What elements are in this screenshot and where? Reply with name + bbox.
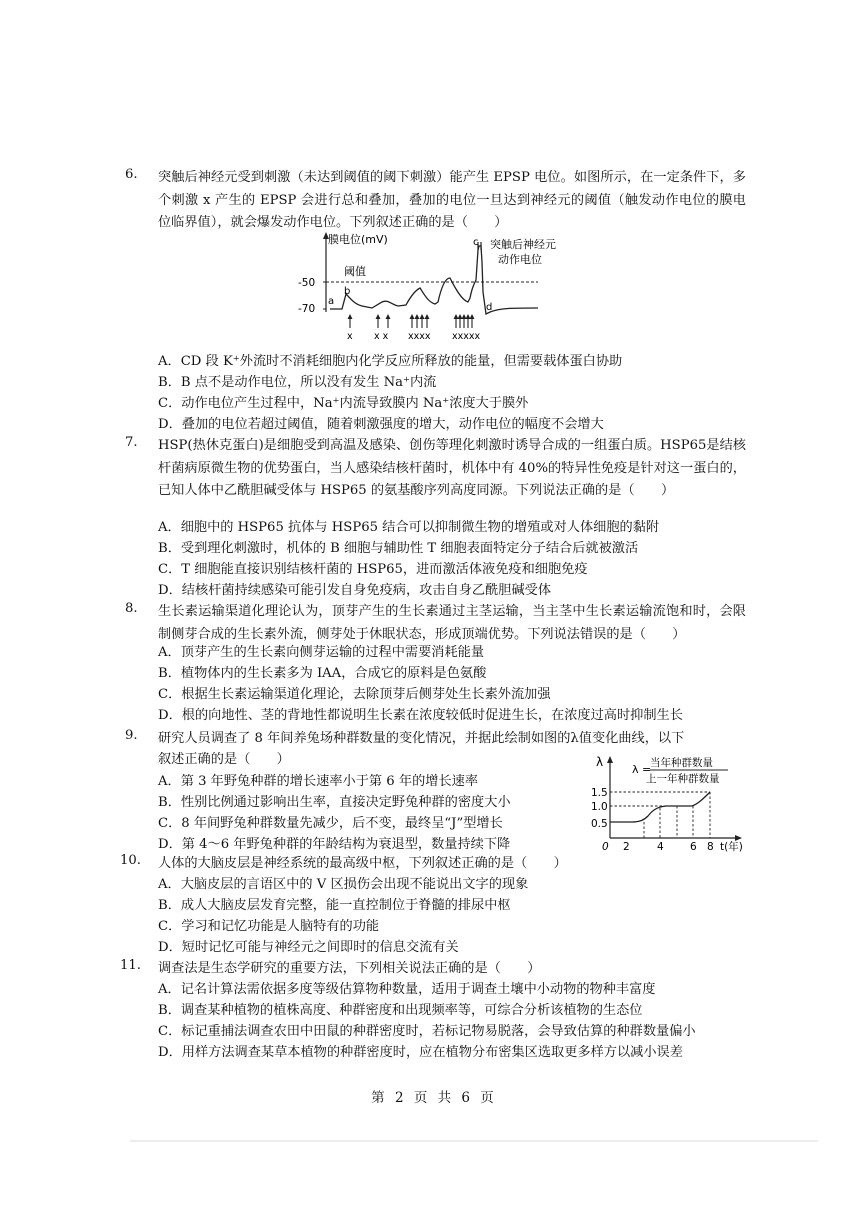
stimulus-label-2: x x — [374, 331, 389, 342]
question-stem: 生长素运输渠道化理论认为，顶芽产生的生长素通过主茎运输，当主茎中生长素运输流饱和时，会限制侧芽合成的生长素外流，侧芽处于休眠状态，形成顶端优势。下列说法错误的是（ ） — [158, 604, 746, 642]
tick-label-50: -50 — [298, 277, 316, 289]
option-a: A．第 3 年野兔种群的增长速率小于第 6 年的增长速率 — [158, 774, 479, 789]
option-a: A．细胞中的 HSP65 抗体与 HSP65 结合可以抑制微生物的增殖或对人体细胞的黏附 — [158, 520, 660, 535]
option-d: D．根的向地性、茎的背地性都说明生长素在浓度较低时促进生长，在浓度过高时抑制生长 — [158, 708, 683, 723]
question-number: 9. — [125, 728, 138, 743]
y-axis-arrow — [607, 756, 613, 763]
option-c: C．动作电位产生过程中，Na⁺内流导致膜内 Na⁺浓度大于膜外 — [158, 396, 529, 411]
stimulus-label-1: x — [347, 331, 353, 342]
option-a: A．顶芽产生的生长素向侧芽运输的过程中需要消耗能量 — [158, 645, 485, 660]
epsp-figure — [290, 232, 580, 350]
xtick-origin: 0 — [602, 841, 609, 853]
xtick-8: 8 — [707, 841, 714, 853]
option-c: C．8 年间野兔种群数量先减少，后不变，最终呈“J”型增长 — [158, 816, 503, 831]
formula-denominator: 上一年种群数量 — [646, 773, 720, 785]
question-number: 7. — [125, 435, 138, 450]
y-axis-label: λ — [596, 755, 604, 769]
ytick-0-5: 0.5 — [591, 818, 608, 830]
question-stem: 突触后神经元受到刺激（未达到阈值的阈下刺激）能产生 EPSP 电位。如图所示，在一定条件下，多个刺激 x 产生的 EPSP 会进行总和叠加，叠加的电位一旦达到神经元的阈值（触发动作电位的膜电位临界值），就会爆发动作电位。下列叙述正确的是（ ） — [158, 170, 746, 230]
guide-lines — [610, 792, 710, 838]
bottom-divider — [130, 1140, 818, 1142]
question-stem-line1: 研究人员调查了 8 年间养兔场种群数量的变化情况，并据此绘制如图的λ值变化曲线，以下 — [158, 731, 685, 746]
stimulus-label-4: xxxxx — [452, 331, 481, 342]
lambda-figure — [588, 754, 758, 858]
x-axis-label: t(年) — [720, 841, 743, 853]
point-b: b — [344, 286, 351, 297]
xtick-4: 4 — [657, 841, 664, 853]
stimulus-arrowheads — [348, 314, 475, 319]
formula-lhs: λ = — [632, 763, 652, 776]
point-d: d — [486, 302, 493, 313]
option-c: C．标记重捕法调查农田中田鼠的种群密度时，若标记物易脱落，会导致估算的种群数量偏小 — [158, 1024, 696, 1039]
option-b: B．调查某种植物的植株高度、种群密度和出现频率等，可综合分析该植物的生态位 — [158, 1003, 643, 1018]
threshold-label: 阈值 — [344, 265, 366, 278]
ytick-1-0: 1.0 — [591, 801, 608, 813]
option-b: B．受到理化刺激时，机体的 B 细胞与辅助性 T 细胞表面特定分子结合后就被激活 — [158, 541, 639, 556]
ap-label-line2: 动作电位 — [498, 253, 542, 266]
tick-label-70: -70 — [298, 303, 316, 315]
ytick-1-5: 1.5 — [591, 787, 608, 799]
ap-label-line1: 突触后神经元 — [490, 238, 556, 251]
page-footer: 第 2 页 共 6 页 — [371, 1090, 497, 1106]
option-a: A．记名计算法需依据多度等级估算物种数量，适用于调查土壤中小动物的物种丰富度 — [158, 982, 656, 997]
option-d: D．结核杆菌持续感染可能引发自身免疫病，攻击自身乙酰胆碱受体 — [158, 583, 552, 598]
xtick-2: 2 — [623, 841, 630, 853]
question-stem-line2: 叙述正确的是（ ） — [158, 752, 290, 767]
option-b: B．成人大脑皮层发育完整，能一直控制位于脊髓的排尿中枢 — [158, 898, 511, 913]
question-stem: HSP(热休克蛋白)是细胞受到高温及感染、创伤等理化刺激时诱导合成的一组蛋白质。HSP65是结核杆菌病原微生物的优势蛋白，当人感染结核杆菌时，机体中有 40%的特异性免疫是针对这一蛋白的，已知人体中乙酰胆碱受体与 HSP65 的氨基酸序列高度同源。下列说法正确的是（ ） — [158, 438, 746, 498]
option-a: A．大脑皮层的言语区中的 V 区损伤会出现不能说出文字的现象 — [158, 877, 529, 892]
question-number: 10. — [120, 853, 141, 868]
option-d: D．叠加的电位若超过阈值，随着刺激强度的增大，动作电位的幅度不会增大 — [158, 417, 604, 432]
point-a: a — [328, 296, 335, 307]
question-stem: 调查法是生态学研究的重要方法，下列相关说法正确的是（ ） — [158, 961, 541, 976]
option-b: B．植物体内的生长素多为 IAA，合成它的原料是色氨酸 — [158, 666, 487, 681]
option-c: C．T 细胞能直接识别结核杆菌的 HSP65，进而激活体液免疫和细胞免疫 — [158, 562, 588, 577]
option-c: C．学习和记忆功能是人脑特有的功能 — [158, 919, 380, 934]
option-d: D．第 4～6 年野兔种群的年龄结构为衰退型，数量持续下降 — [158, 837, 511, 852]
xtick-6: 6 — [690, 841, 697, 853]
option-d: D．用样方法调查某草本植物的种群密度时，应在植物分布密集区选取更多样方以减小误差 — [158, 1045, 683, 1060]
option-d: D．短时记忆可能与神经元之间即时的信息交流有关 — [158, 940, 459, 955]
question-number: 6. — [125, 167, 138, 182]
point-c: c — [473, 237, 479, 248]
stimulus-label-3: xxxx — [408, 331, 431, 342]
option-c: C．根据生长素运输渠道化理论，去除顶芽后侧芽处生长素外流加强 — [158, 687, 551, 702]
formula-numerator: 当年种群数量 — [650, 757, 713, 769]
option-b: B．性别比例通过影响出生率，直接决定野兔种群的密度大小 — [158, 795, 511, 810]
question-number: 8. — [125, 601, 138, 616]
question-number: 11. — [120, 958, 141, 973]
question-stem: 人体的大脑皮层是神经系统的最高级中枢，下列叙述正确的是（ ） — [158, 856, 567, 871]
option-b: B．B 点不是动作电位，所以没有发生 Na⁺内流 — [158, 375, 437, 390]
y-axis-label: 膜电位(mV) — [328, 233, 388, 246]
option-a: A．CD 段 K⁺外流时不消耗细胞内化学反应所释放的能量，但需要载体蛋白协助 — [158, 354, 623, 369]
